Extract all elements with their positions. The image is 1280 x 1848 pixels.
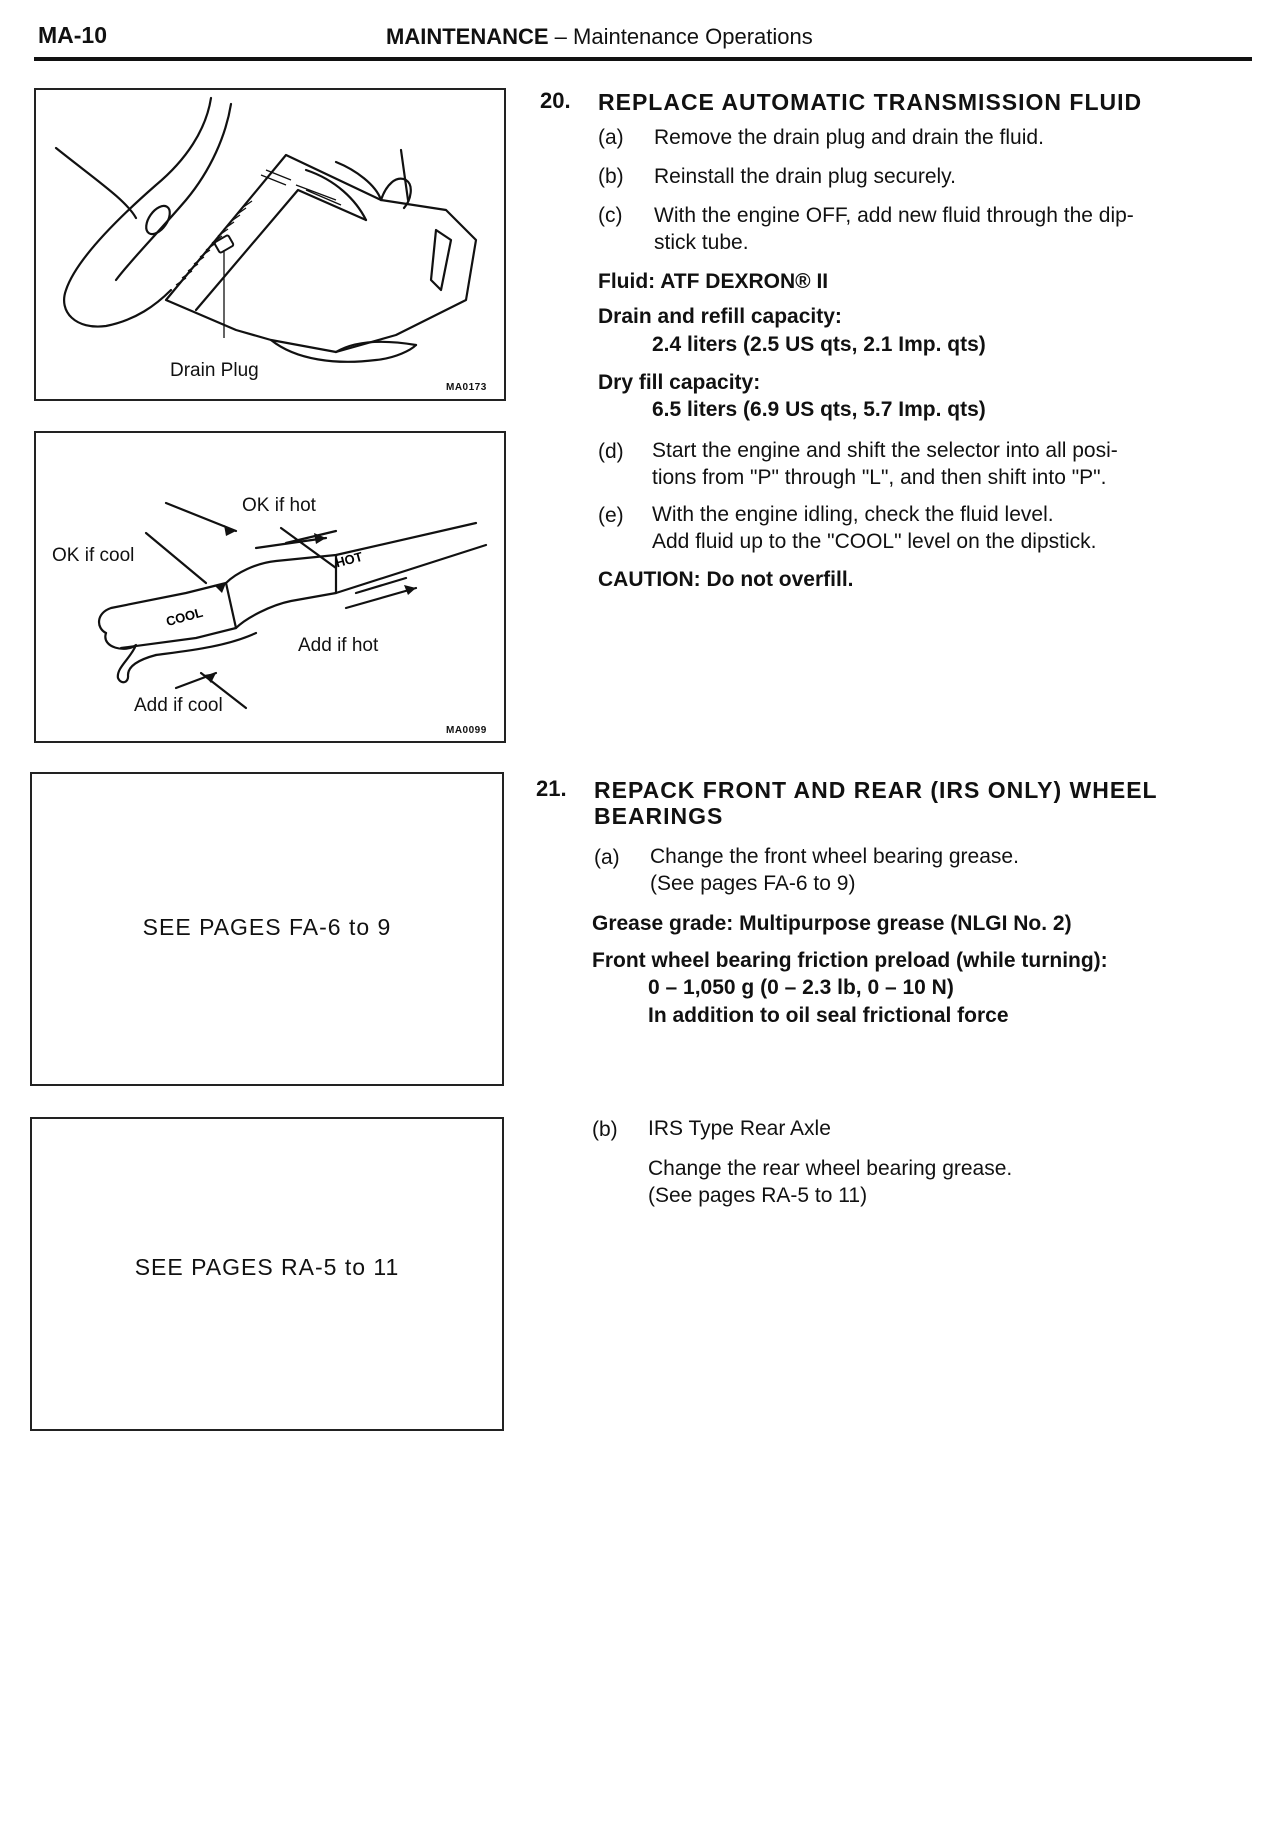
drain-plug-label: Drain Plug [170,360,259,381]
caution-note: CAUTION: Do not overfill. [598,568,854,591]
item-text: Change the front wheel bearing grease. [650,845,1019,868]
section-title: MAINTENANCE [386,24,549,49]
reference-text: SEE PAGES RA-5 to 11 [134,1254,400,1280]
step-title: REPLACE AUTOMATIC TRANSMISSION FLUID [598,89,1143,115]
step-number: 21. [536,776,567,801]
figure-dipstick-levels [34,431,506,743]
page-number: MA-10 [38,22,108,48]
item-text: Remove the drain plug and drain the fluid. [654,126,1044,149]
hot-mark: HOT [333,548,365,571]
dipstick-illustration [36,433,504,741]
item-label: (d) [598,440,624,463]
item-text: stick tube. [654,231,749,254]
preload-note: In addition to oil seal frictional force [648,1004,1009,1027]
item-title: IRS Type Rear Axle [648,1117,831,1140]
cool-mark: COOL [164,604,205,629]
reference-text: SEE PAGES FA-6 to 9 [142,914,392,940]
item-text: Change the rear wheel bearing grease. [648,1157,1013,1180]
item-label: (b) [598,165,624,188]
step-title: REPACK FRONT AND REAR (IRS ONLY) WHEEL [594,777,1158,803]
item-text: tions from "P" through "L", and then shift into "P". [652,466,1107,489]
figure-drain-plug [34,88,506,401]
dry-fill-value: 6.5 liters (6.9 US qts, 5.7 Imp. qts) [652,398,986,421]
figure-code: MA0173 [446,382,487,393]
drain-refill-title: Drain and refill capacity: [598,305,842,328]
item-label: (a) [594,846,620,869]
drain-refill-value: 2.4 liters (2.5 US qts, 2.1 Imp. qts) [652,333,986,356]
item-text: Add fluid up to the "COOL" level on the dipstick. [652,530,1097,553]
ok-if-cool-label: OK if cool [52,545,135,566]
step-title-continued: BEARINGS [594,803,724,829]
fluid-spec: Fluid: ATF DEXRON® II [598,270,829,293]
page-header [386,24,813,50]
add-if-cool-label: Add if cool [134,695,223,716]
item-label: (b) [592,1118,618,1141]
item-text: Start the engine and shift the selector into all posi- [652,439,1118,462]
reference-box-front-bearings [30,772,504,1086]
preload-title: Front wheel bearing friction preload (while turning): [592,949,1108,972]
grease-grade-spec: Grease grade: Multipurpose grease (NLGI No. 2) [592,912,1072,935]
preload-value: 0 – 1,050 g (0 – 2.3 lb, 0 – 10 N) [648,976,954,999]
item-text: (See pages FA-6 to 9) [650,872,856,895]
item-text: With the engine OFF, add new fluid through the dip- [654,204,1134,227]
section-subtitle: – Maintenance Operations [548,24,813,49]
item-label: (c) [598,204,623,227]
header-rule [34,57,1252,61]
item-text: (See pages RA-5 to 11) [648,1184,868,1207]
dry-fill-title: Dry fill capacity: [598,371,761,394]
transmission-pan-illustration [36,90,504,399]
item-text: With the engine idling, check the fluid level. [652,503,1054,526]
item-label: (e) [598,504,624,527]
step-number: 20. [540,88,571,113]
figure-code: MA0099 [446,725,487,736]
reference-box-rear-bearings [30,1117,504,1431]
item-text: Reinstall the drain plug securely. [654,165,956,188]
ok-if-hot-label: OK if hot [242,495,316,516]
add-if-hot-label: Add if hot [298,635,379,656]
item-label: (a) [598,126,624,149]
